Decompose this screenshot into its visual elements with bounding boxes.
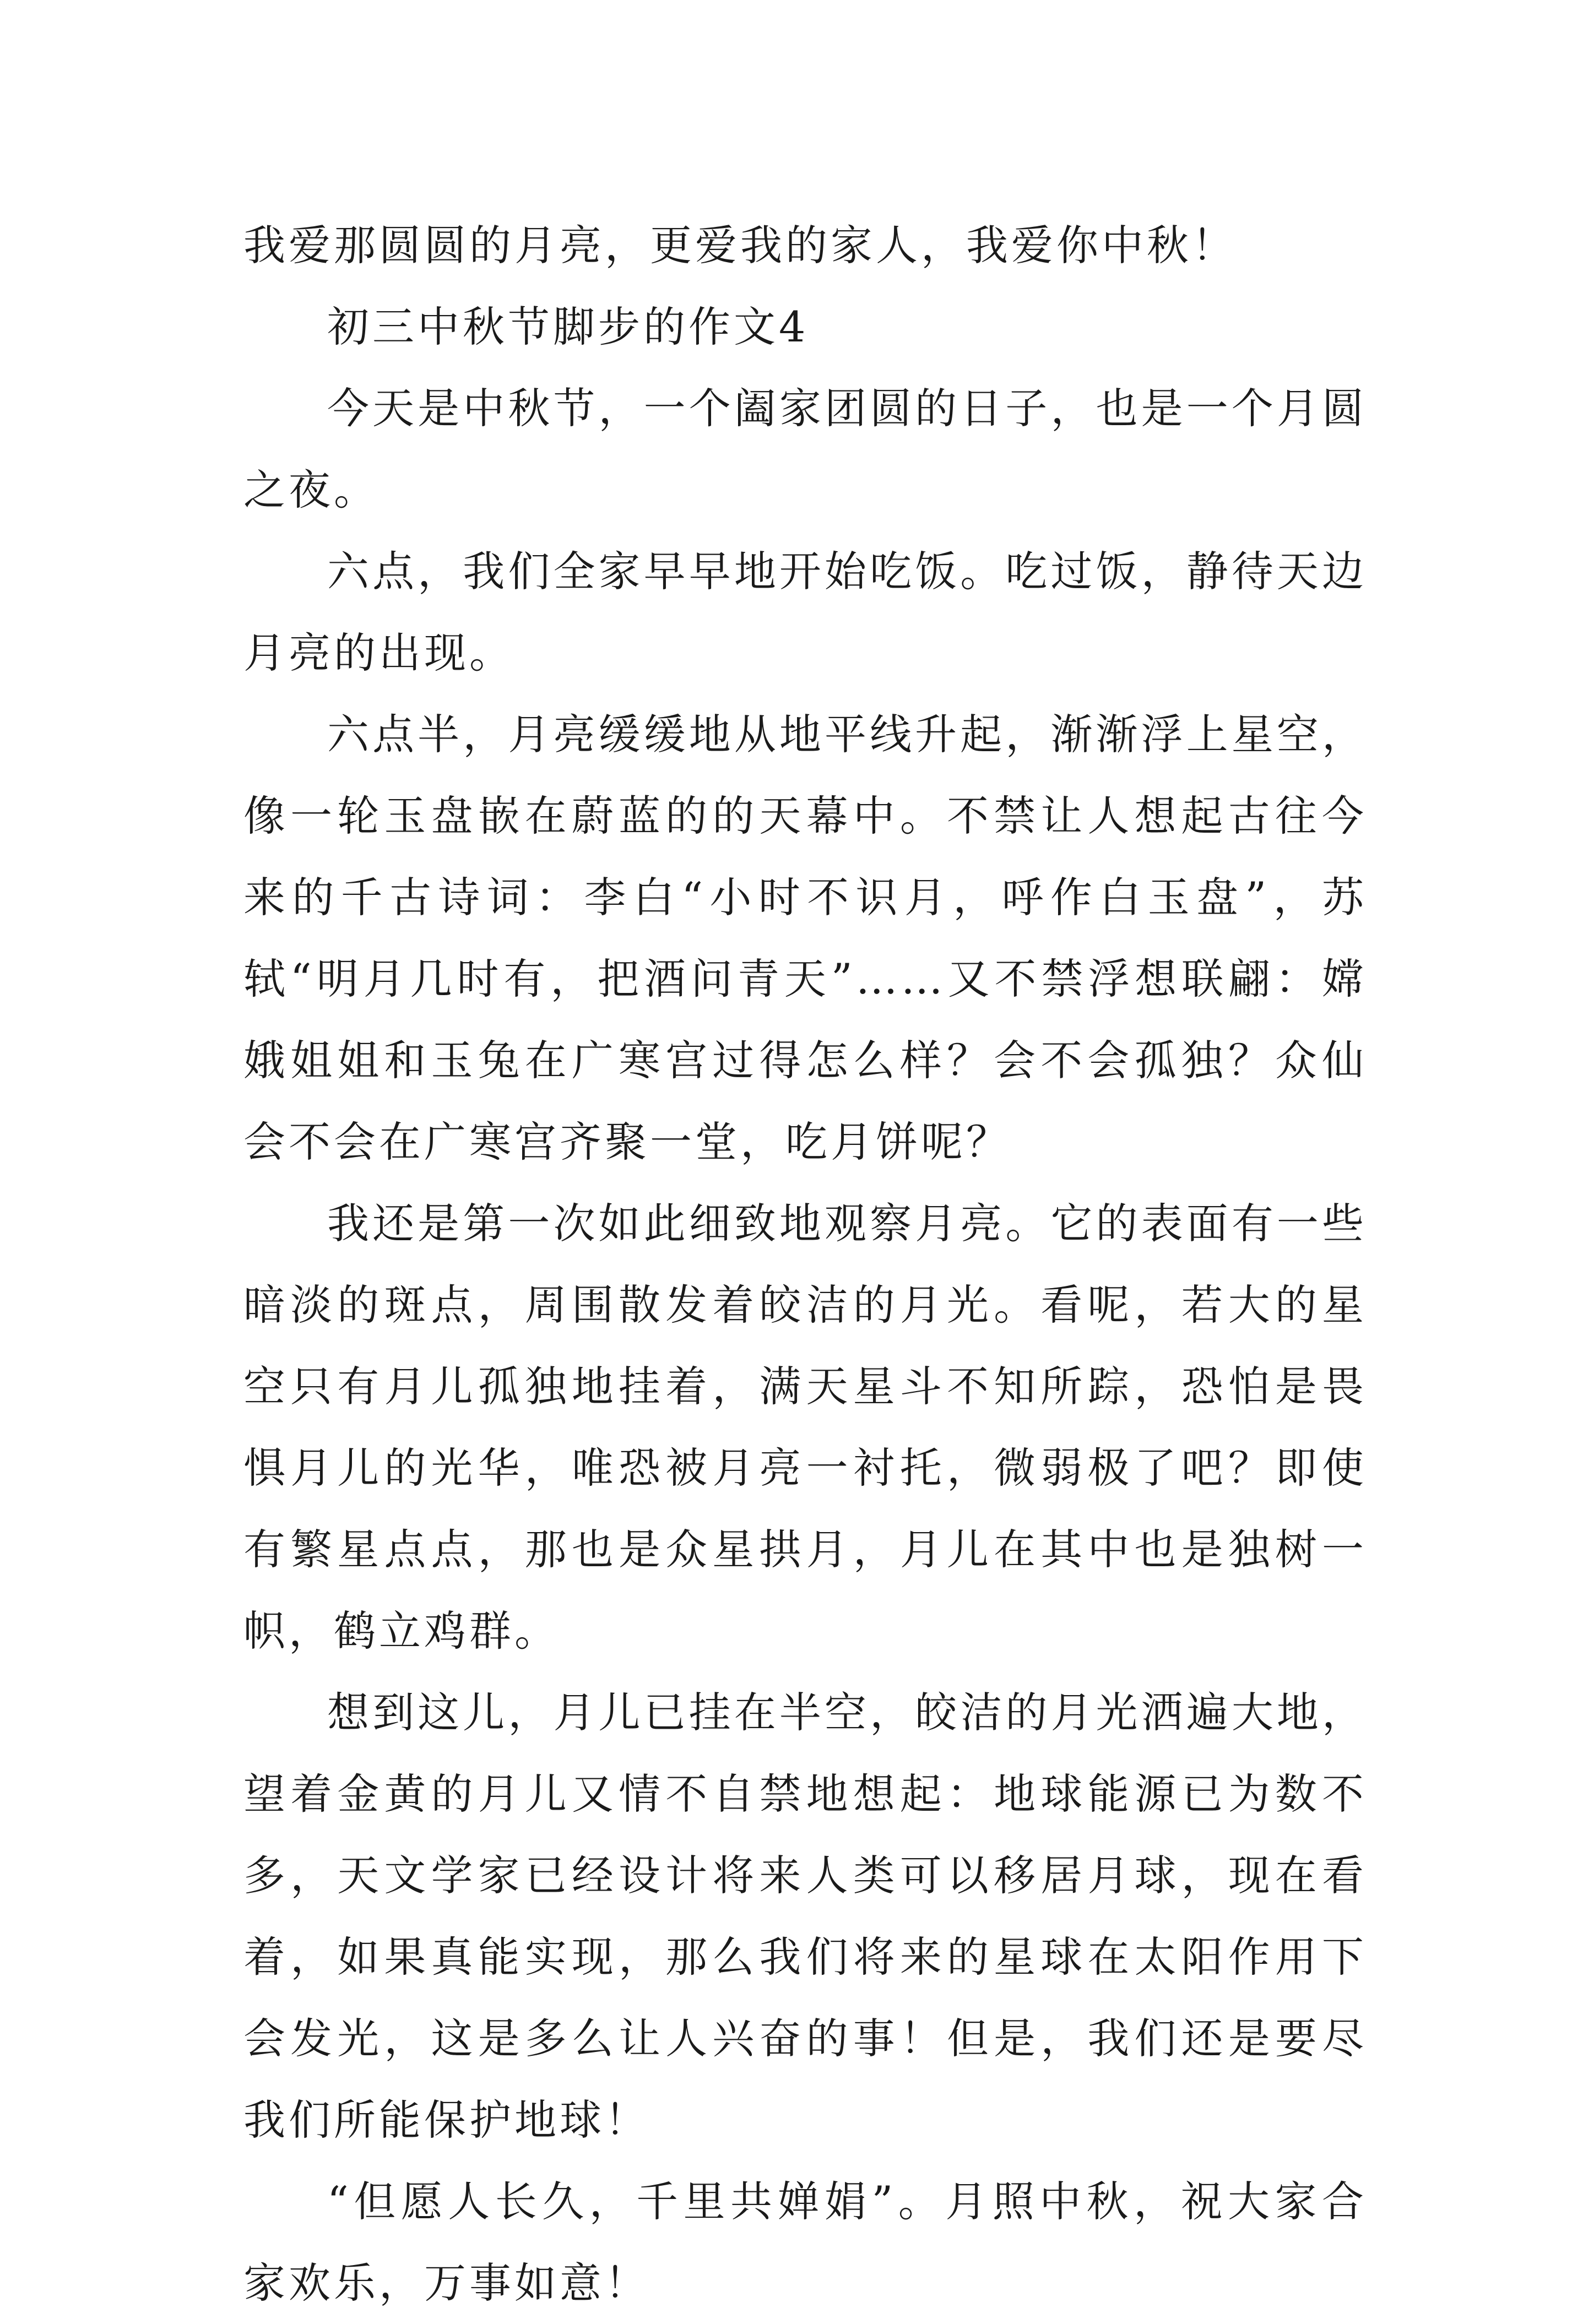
paragraph: 想到这儿，月儿已挂在半空，皎洁的月光洒遍大地，望着金黄的月儿又情不自禁地想起：地球能源已为数不多，天文学家已经设计将来人类可以移居月球，现在看着，如果真能实现，那么我们将来的星球在太阳作用下会发光，这是多么让人兴奋的事！但是，我们还是要尽我们所能保护地球！	[243, 1688, 1367, 2144]
section-title: 初三中秋节脚步的作文4	[327, 302, 809, 351]
paragraph: 我还是第一次如此细致地观察月亮。它的表面有一些暗淡的斑点，周围散发着皎洁的月光。看呢，若大的星空只有月儿孤独地挂着，满天星斗不知所踪，恐怕是畏惧月儿的光华，唯恐被月亮一衬托，微弱极了吧？即使有繁星点点，那也是众星拱月，月儿在其中也是独树一帜，鹤立鸡群。	[243, 1199, 1367, 1655]
paragraph: 今天是中秋节，一个阖家团圆的日子，也是一个月圆之夜。	[243, 384, 1367, 514]
opening-line: 我爱那圆圆的月亮，更爱我的家人，我爱你中秋！	[243, 221, 1237, 270]
paragraph: “但愿人长久，千里共婵娟”。月照中秋，祝大家合家欢乐，万事如意！	[243, 2177, 1367, 2307]
document-body	[243, 205, 1367, 2324]
paragraph: 六点半，月亮缓缓地从地平线升起，渐渐浮上星空，像一轮玉盘嵌在蔚蓝的的天幕中。不禁让人想起古往今来的千古诗词：李白“小时不识月，呼作白玉盘”，苏轼“明月几时有，把酒问青天”……又不禁浮想联翩：嫦娥姐姐和玉兔在广寒宫过得怎么样？会不会孤独？众仙会不会在广寒宫齐聚一堂，吃月饼呢？	[243, 710, 1367, 1166]
paragraph: 六点，我们全家早早地开始吃饭。吃过饭，静待天边月亮的出现。	[243, 547, 1367, 677]
